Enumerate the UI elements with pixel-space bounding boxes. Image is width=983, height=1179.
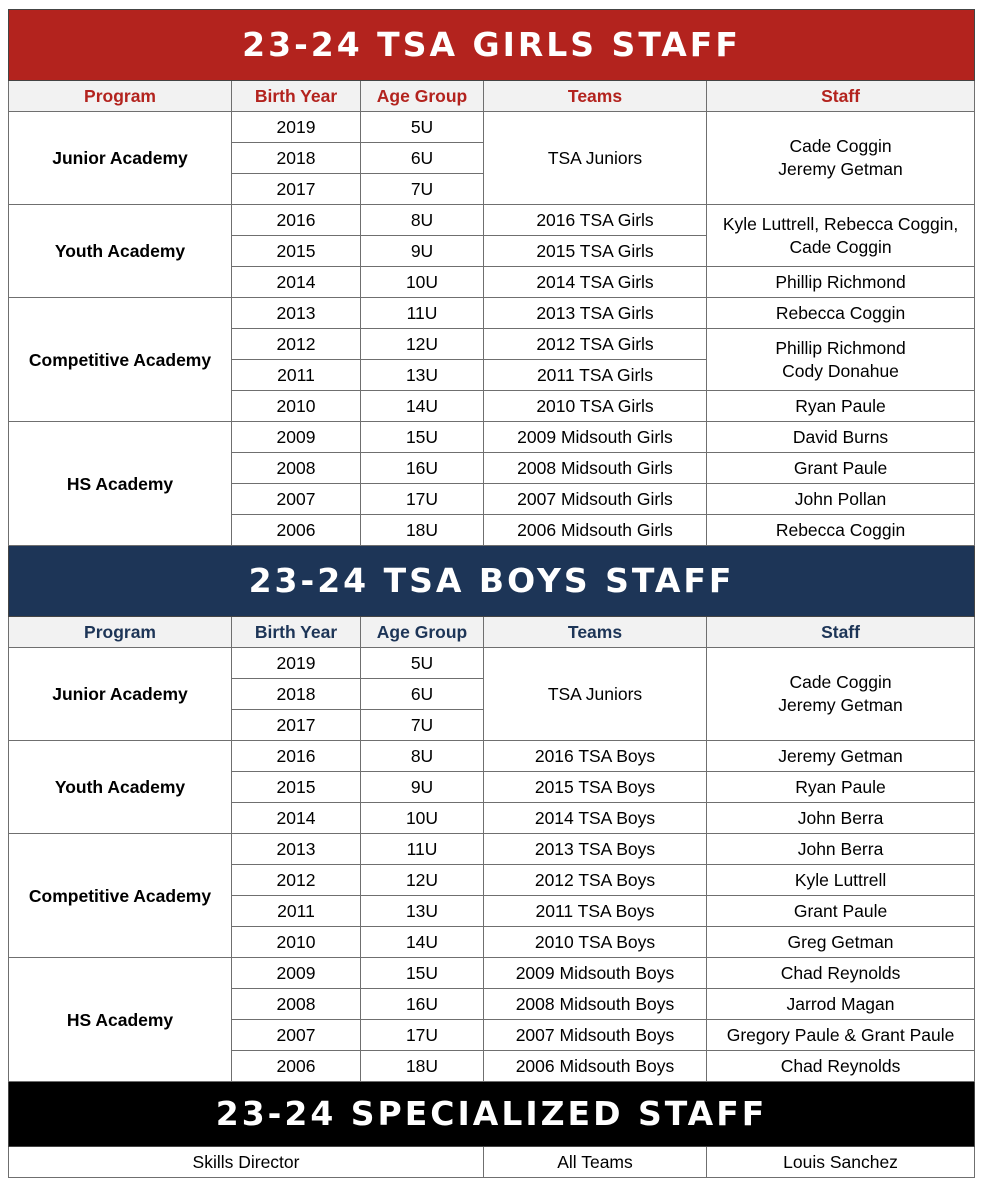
staff-cell: Rebecca Coggin xyxy=(707,515,975,546)
header-program: Program xyxy=(9,81,232,112)
staff-cell: Gregory Paule & Grant Paule xyxy=(707,1020,975,1051)
staff-name: Jeremy Getman xyxy=(778,695,903,715)
team-cell: 2015 TSA Boys xyxy=(484,772,707,803)
age-group: 13U xyxy=(361,896,484,927)
team-cell: 2016 TSA Boys xyxy=(484,741,707,772)
age-group: 12U xyxy=(361,329,484,360)
age-group: 8U xyxy=(361,741,484,772)
header-birth-year: Birth Year xyxy=(232,617,361,648)
age-group: 15U xyxy=(361,422,484,453)
staff-cell xyxy=(707,329,975,391)
age-group: 15U xyxy=(361,958,484,989)
staff-cell: Ryan Paule xyxy=(707,772,975,803)
table-row xyxy=(9,298,975,329)
team-cell: 2013 TSA Boys xyxy=(484,834,707,865)
team-cell: 2010 TSA Boys xyxy=(484,927,707,958)
program-cell: Youth Academy xyxy=(9,205,232,298)
program-cell: HS Academy xyxy=(9,958,232,1082)
age-group: 6U xyxy=(361,143,484,174)
team-cell: 2012 TSA Boys xyxy=(484,865,707,896)
age-group: 8U xyxy=(361,205,484,236)
header-staff: Staff xyxy=(707,81,975,112)
team-cell: 2013 TSA Girls xyxy=(484,298,707,329)
age-group: 18U xyxy=(361,1051,484,1082)
team-cell: TSA Juniors xyxy=(484,648,707,741)
team-cell: TSA Juniors xyxy=(484,112,707,205)
table-row xyxy=(9,958,975,989)
team-cell: 2014 TSA Boys xyxy=(484,803,707,834)
staff-cell: Jeremy Getman xyxy=(707,741,975,772)
birth-year: 2016 xyxy=(232,205,361,236)
birth-year: 2011 xyxy=(232,896,361,927)
birth-year: 2012 xyxy=(232,865,361,896)
staff-name: Cody Donahue xyxy=(782,360,899,381)
staff-cell: John Berra xyxy=(707,834,975,865)
staff-cell: John Pollan xyxy=(707,484,975,515)
staff-cell: Grant Paule xyxy=(707,453,975,484)
program-cell: Competitive Academy xyxy=(9,298,232,422)
program-cell: Junior Academy xyxy=(9,112,232,205)
team-cell: 2007 Midsouth Boys xyxy=(484,1020,707,1051)
staff-cell xyxy=(707,648,975,741)
team-cell: 2011 TSA Girls xyxy=(484,360,707,391)
team-cell: 2009 Midsouth Boys xyxy=(484,958,707,989)
table-row xyxy=(9,205,975,236)
birth-year: 2007 xyxy=(232,484,361,515)
age-group: 7U xyxy=(361,174,484,205)
team-cell: 2010 TSA Girls xyxy=(484,391,707,422)
age-group: 11U xyxy=(361,834,484,865)
boys-title: 23-24 TSA BOYS STAFF xyxy=(9,546,975,617)
age-group: 5U xyxy=(361,648,484,679)
team-cell: 2006 Midsouth Boys xyxy=(484,1051,707,1082)
staff-cell: Chad Reynolds xyxy=(707,958,975,989)
team-cell: 2009 Midsouth Girls xyxy=(484,422,707,453)
team-cell: 2011 TSA Boys xyxy=(484,896,707,927)
birth-year: 2008 xyxy=(232,453,361,484)
age-group: 18U xyxy=(361,515,484,546)
age-group: 14U xyxy=(361,927,484,958)
staff-cell xyxy=(707,205,975,267)
specialized-title: 23-24 SPECIALIZED STAFF xyxy=(9,1082,975,1147)
table-row xyxy=(9,834,975,865)
staff-cell: David Burns xyxy=(707,422,975,453)
team-cell: 2014 TSA Girls xyxy=(484,267,707,298)
age-group: 5U xyxy=(361,112,484,143)
birth-year: 2016 xyxy=(232,741,361,772)
table-row xyxy=(9,422,975,453)
age-group: 14U xyxy=(361,391,484,422)
team-cell: 2015 TSA Girls xyxy=(484,236,707,267)
age-group: 10U xyxy=(361,267,484,298)
boys-header-row xyxy=(9,617,975,648)
staff-name: Jeremy Getman xyxy=(778,159,903,179)
header-age-group: Age Group xyxy=(361,617,484,648)
team-cell: 2012 TSA Girls xyxy=(484,329,707,360)
staff-cell: Greg Getman xyxy=(707,927,975,958)
birth-year: 2010 xyxy=(232,927,361,958)
birth-year: 2011 xyxy=(232,360,361,391)
birth-year: 2019 xyxy=(232,112,361,143)
age-group: 13U xyxy=(361,360,484,391)
birth-year: 2019 xyxy=(232,648,361,679)
boys-banner xyxy=(9,546,975,617)
girls-header-row xyxy=(9,81,975,112)
team-cell: 2007 Midsouth Girls xyxy=(484,484,707,515)
birth-year: 2014 xyxy=(232,267,361,298)
age-group: 11U xyxy=(361,298,484,329)
age-group: 17U xyxy=(361,484,484,515)
birth-year: 2014 xyxy=(232,803,361,834)
table-row xyxy=(9,648,975,679)
header-teams: Teams xyxy=(484,617,707,648)
staff-cell: John Berra xyxy=(707,803,975,834)
birth-year: 2018 xyxy=(232,143,361,174)
staff-cell: Rebecca Coggin xyxy=(707,298,975,329)
staff-name: Cade Coggin xyxy=(789,672,892,692)
birth-year: 2009 xyxy=(232,958,361,989)
staff-sheet xyxy=(8,9,974,1178)
age-group: 16U xyxy=(361,989,484,1020)
staff-cell: Ryan Paule xyxy=(707,391,975,422)
birth-year: 2015 xyxy=(232,772,361,803)
birth-year: 2008 xyxy=(232,989,361,1020)
girls-title: 23-24 TSA GIRLS STAFF xyxy=(9,10,975,81)
birth-year: 2009 xyxy=(232,422,361,453)
header-staff: Staff xyxy=(707,617,975,648)
birth-year: 2010 xyxy=(232,391,361,422)
header-program: Program xyxy=(9,617,232,648)
header-teams: Teams xyxy=(484,81,707,112)
staff-cell: Phillip Richmond xyxy=(707,267,975,298)
age-group: 6U xyxy=(361,679,484,710)
birth-year: 2006 xyxy=(232,1051,361,1082)
program-cell: Competitive Academy xyxy=(9,834,232,958)
age-group: 17U xyxy=(361,1020,484,1051)
birth-year: 2006 xyxy=(232,515,361,546)
specialized-banner xyxy=(9,1082,975,1147)
age-group: 9U xyxy=(361,772,484,803)
specialized-row xyxy=(9,1147,975,1178)
header-age-group: Age Group xyxy=(361,81,484,112)
specialized-staff: Louis Sanchez xyxy=(707,1147,975,1178)
program-cell: Junior Academy xyxy=(9,648,232,741)
staff-name: Cade Coggin xyxy=(789,136,892,156)
staff-cell xyxy=(707,112,975,205)
table-row xyxy=(9,112,975,143)
birth-year: 2013 xyxy=(232,298,361,329)
header-birth-year: Birth Year xyxy=(232,81,361,112)
staff-cell: Chad Reynolds xyxy=(707,1051,975,1082)
specialized-role: Skills Director xyxy=(9,1147,484,1178)
girls-banner xyxy=(9,10,975,81)
staff-cell: Kyle Luttrell xyxy=(707,865,975,896)
birth-year: 2017 xyxy=(232,710,361,741)
team-cell: 2016 TSA Girls xyxy=(484,205,707,236)
birth-year: 2012 xyxy=(232,329,361,360)
team-cell: 2008 Midsouth Boys xyxy=(484,989,707,1020)
age-group: 9U xyxy=(361,236,484,267)
team-cell: 2008 Midsouth Girls xyxy=(484,453,707,484)
birth-year: 2007 xyxy=(232,1020,361,1051)
program-cell: Youth Academy xyxy=(9,741,232,834)
birth-year: 2018 xyxy=(232,679,361,710)
staff-name: Kyle Luttrell, Rebecca Coggin, xyxy=(722,213,959,234)
specialized-teams: All Teams xyxy=(484,1147,707,1178)
staff-table xyxy=(8,9,975,1178)
table-row xyxy=(9,741,975,772)
age-group: 7U xyxy=(361,710,484,741)
staff-name: Phillip Richmond xyxy=(775,337,906,358)
staff-cell: Grant Paule xyxy=(707,896,975,927)
age-group: 12U xyxy=(361,865,484,896)
staff-cell: Jarrod Magan xyxy=(707,989,975,1020)
birth-year: 2015 xyxy=(232,236,361,267)
staff-name: Cade Coggin xyxy=(789,236,892,257)
team-cell: 2006 Midsouth Girls xyxy=(484,515,707,546)
age-group: 10U xyxy=(361,803,484,834)
birth-year: 2013 xyxy=(232,834,361,865)
birth-year: 2017 xyxy=(232,174,361,205)
age-group: 16U xyxy=(361,453,484,484)
program-cell: HS Academy xyxy=(9,422,232,546)
